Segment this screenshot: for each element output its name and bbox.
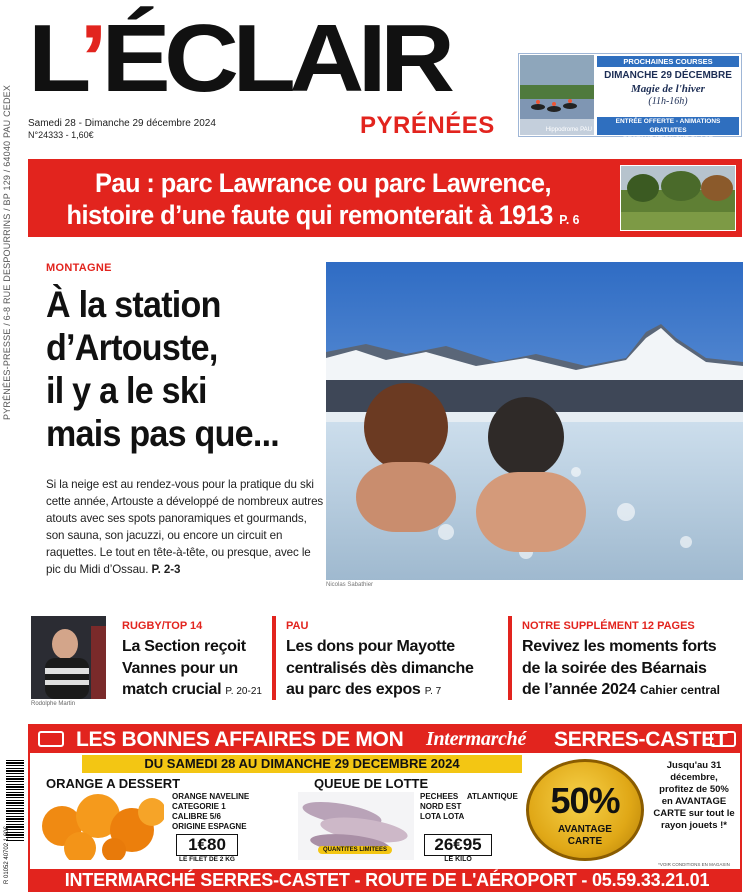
story-divider [508,616,512,700]
park-illustration [621,166,735,230]
product-name-lotte: QUEUE DE LOTTE [314,776,429,791]
price-orange: 1€80 [176,834,238,856]
rugby-photo[interactable] [31,616,106,699]
discount-coin: 50% AVANTAGE CARTE [526,759,644,861]
lead-photo-credit: Nicolas Sabathier [326,582,374,588]
product-desc-lotte: PECHEES ATLANTIQUE NORD EST LOTA LOTA [420,792,518,821]
hippodrome-ad[interactable] [518,53,742,143]
megaphone-icon [38,731,64,747]
lead-photo-jacuzzi[interactable] [326,262,743,580]
horse-racing-illustration [520,55,594,135]
ad-title: PROCHAINES COURSES [597,56,739,67]
story-kicker: NOTRE SUPPLÉMENT 12 PAGES [522,620,695,632]
story-divider [272,616,276,700]
limited-badge: QUANTITES LIMITEES [318,846,392,854]
ad-offer: ENTRÉE OFFERTE - ANIMATIONS GRATUITES RESTAURATION SUR PLACE [597,117,739,135]
barcode [4,760,26,886]
intermarche-logo: Intermarché [426,728,527,750]
price-lotte: 26€95 [424,834,492,856]
rugby-player-illustration [31,616,106,699]
masthead [28,4,495,154]
ad-dates: DU SAMEDI 28 AU DIMANCHE 29 DECEMBRE 2024 [82,755,522,773]
product-desc-orange: ORANGE NAVELINE CATEGORIE 1 CALIBRE 5/6 ORIGINE ESPAGNE [172,792,250,831]
park-photo [620,165,736,231]
story-headline: Les dons pour Mayotte centralisés dès dimanche au parc des expos P. 7 [286,638,474,698]
lead-kicker: MONTAGNE [46,262,112,274]
story-headline: La Section reçoit Vannes pour un match crucial P. 20-21 [122,638,262,698]
unit-orange: LE FILET DE 2 KG [179,856,235,863]
dateline: Samedi 28 - Dimanche 29 décembre 2024 [28,118,216,129]
logo-subtitle: PYRÉNÉES [360,112,495,139]
promo-conditions: *VOIR CONDITIONS EN MAGASIN [658,862,730,867]
unit-lotte: LE KILO [444,856,472,863]
barcode-number: R 01052 40702 1,60€ [4,826,10,884]
ad-date: DIMANCHE 29 DÉCEMBRE [604,70,732,81]
megaphone-icon [710,731,736,747]
rugby-photo-credit: Rodolphe Martin [31,701,76,707]
oranges-image [40,792,164,860]
ad-footer: INTERMARCHÉ SERRES-CASTET - ROUTE DE L'AÉROPORT - 05.59.33.21.01 [30,869,742,892]
story-kicker: PAU [286,620,309,632]
ad-hours: (11h-16h) [648,96,688,107]
lead-body: Si la neige est au rendez-vous pour la pratique du ski cette année, Artouste a développé de nombreux autres atouts avec ses spots panoramiques et gourmands, son sauna, son jacuzzi, ou encore un circuit en raquettes. Le tout en tête-à-tête, ou presque, avec le pic du Midi d’Ossau. P. 2-3 [46,478,324,576]
publisher-address: PYRÉNÉES-PRESSE / 6-8 RUE DESPOURRINS / BP 129 / 64040 PAU CEDEX [2,84,12,420]
lead-page-ref: P. 2-3 [151,563,181,576]
banner-headline: Pau : parc Lawrance ou parc Lawrence, histoire d’une faute qui remonterait à 1913 P. 6 [66,168,580,230]
ad-event: Magie de l'hiver [631,83,705,95]
story-rugby[interactable] [108,616,264,702]
intermarche-ad[interactable] [28,724,742,892]
oranges-illustration [40,792,164,860]
banner-page-ref: P. 6 [559,212,580,227]
issue-number: N°24333 - 1,60€ [28,130,94,140]
story-mayotte[interactable] [272,616,498,702]
logo[interactable]: L’ÉCLAIR [28,5,449,112]
racing-photo: Hippodrome PAU [520,55,594,135]
mountain-jacuzzi-illustration [326,262,743,580]
toy-promo: Jusqu'au 31 décembre, profitez de 50% en AVANTAGE CARTE sur tout le rayon jouets !* [653,760,735,831]
story-kicker: RUGBY/TOP 14 [122,620,203,632]
story-headline: Revivez les moments forts de la soirée des Béarnais de l’année 2024 Cahier central [522,638,720,698]
story-supplement[interactable] [508,616,742,702]
teaser-banner[interactable] [28,159,742,237]
product-name-orange: ORANGE A DESSERT [46,776,181,791]
lead-headline[interactable]: À la station d’Artouste, il y a le ski mais pas que... [46,284,280,454]
ad-header: LES BONNES AFFAIRES DE MON Intermarché SERRES-CASTET [30,726,742,753]
